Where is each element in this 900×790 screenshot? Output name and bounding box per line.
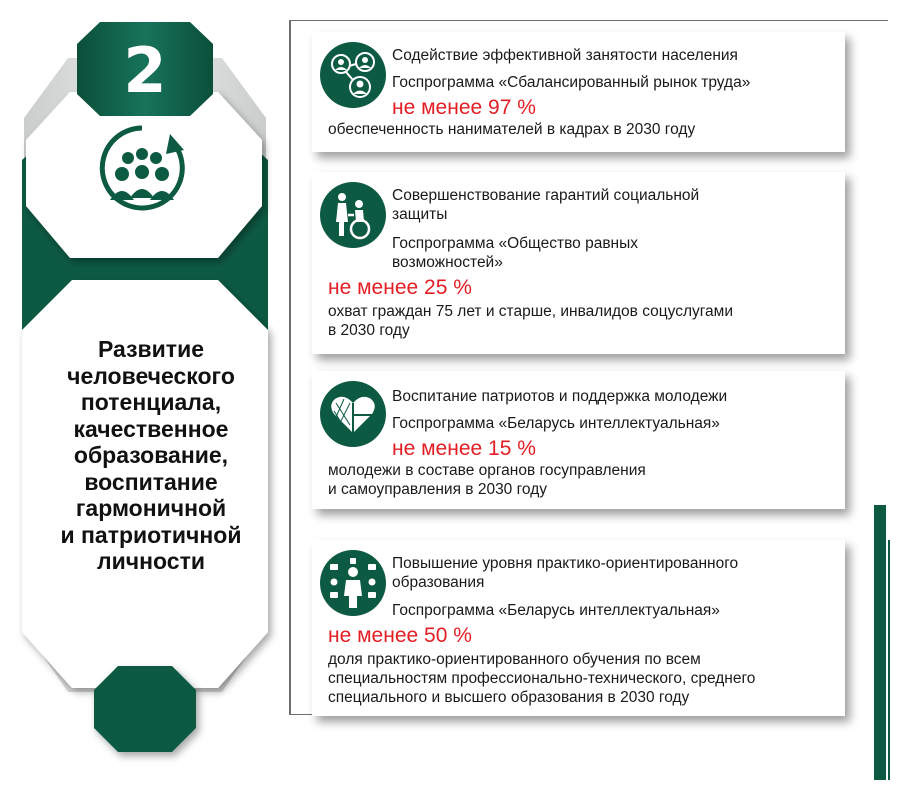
decor-line bbox=[888, 540, 890, 780]
goal-card bbox=[312, 32, 845, 152]
target-value: не менее 50 % bbox=[328, 624, 472, 647]
target-description: обеспеченность нанимателей в кадрах в 2030 году bbox=[328, 121, 696, 138]
section-title-line: качественное bbox=[73, 415, 229, 442]
section-number: 2 bbox=[123, 34, 167, 107]
section-title bbox=[40, 336, 262, 575]
section-title-line: человеческого bbox=[67, 362, 235, 389]
target-description: специальностям профессионально-технического, среднего bbox=[328, 670, 756, 687]
program-text: Госпрограмма «Общество равных bbox=[392, 235, 639, 252]
section-title-line: личности bbox=[97, 548, 205, 574]
goal-text: Повышение уровня практико-ориентированного bbox=[392, 555, 739, 572]
target-description: охват граждан 75 лет и старше, инвалидов соцуслугами bbox=[328, 303, 733, 320]
goal-text: Воспитание патриотов и поддержка молодежи bbox=[392, 388, 728, 405]
goal-text: Совершенствование гарантий социальной bbox=[392, 187, 700, 204]
target-value: не менее 97 % bbox=[392, 96, 536, 119]
program-text: Госпрограмма «Сбалансированный рынок труда» bbox=[392, 74, 751, 91]
goal-card bbox=[312, 172, 845, 354]
goal-text: образования bbox=[392, 574, 485, 591]
section-title-line: гармоничной bbox=[75, 495, 227, 521]
section-panel bbox=[0, 0, 290, 790]
program-text: Госпрограмма «Беларусь интеллектуальная» bbox=[392, 602, 720, 619]
section-title-line: потенциала, bbox=[80, 389, 222, 415]
section-title-line: Развитие bbox=[97, 336, 204, 362]
goal-text: защиты bbox=[392, 206, 448, 223]
goal-card bbox=[312, 540, 845, 716]
target-description: доля практико-ориентированного обучения по всем bbox=[328, 651, 701, 668]
target-value: не менее 15 % bbox=[392, 437, 536, 460]
people-network-icon bbox=[320, 42, 386, 108]
goal-card bbox=[312, 371, 845, 509]
section-title-line: воспитание bbox=[84, 468, 218, 495]
target-description: молодежи в составе органов госуправления bbox=[328, 462, 646, 479]
program-text: Госпрограмма «Беларусь интеллектуальная» bbox=[392, 415, 720, 432]
target-description: и самоуправления в 2030 году bbox=[328, 481, 547, 498]
decor-bar bbox=[874, 505, 886, 780]
program-text: возможностей» bbox=[392, 254, 503, 271]
section-title-line: образование, bbox=[73, 442, 229, 468]
goal-text: Содействие эффективной занятости населения bbox=[392, 47, 738, 64]
target-description: специального и высшего образования в 2030 году bbox=[328, 689, 690, 706]
target-value: не менее 25 % bbox=[328, 276, 472, 299]
student-skills-icon bbox=[320, 550, 386, 616]
heart-flag-icon bbox=[320, 381, 386, 447]
team-cycle-icon bbox=[94, 120, 190, 216]
section-title-line: и патриотичной bbox=[60, 521, 242, 548]
target-description: в 2030 году bbox=[328, 322, 410, 339]
wheelchair-care-icon bbox=[320, 182, 386, 248]
